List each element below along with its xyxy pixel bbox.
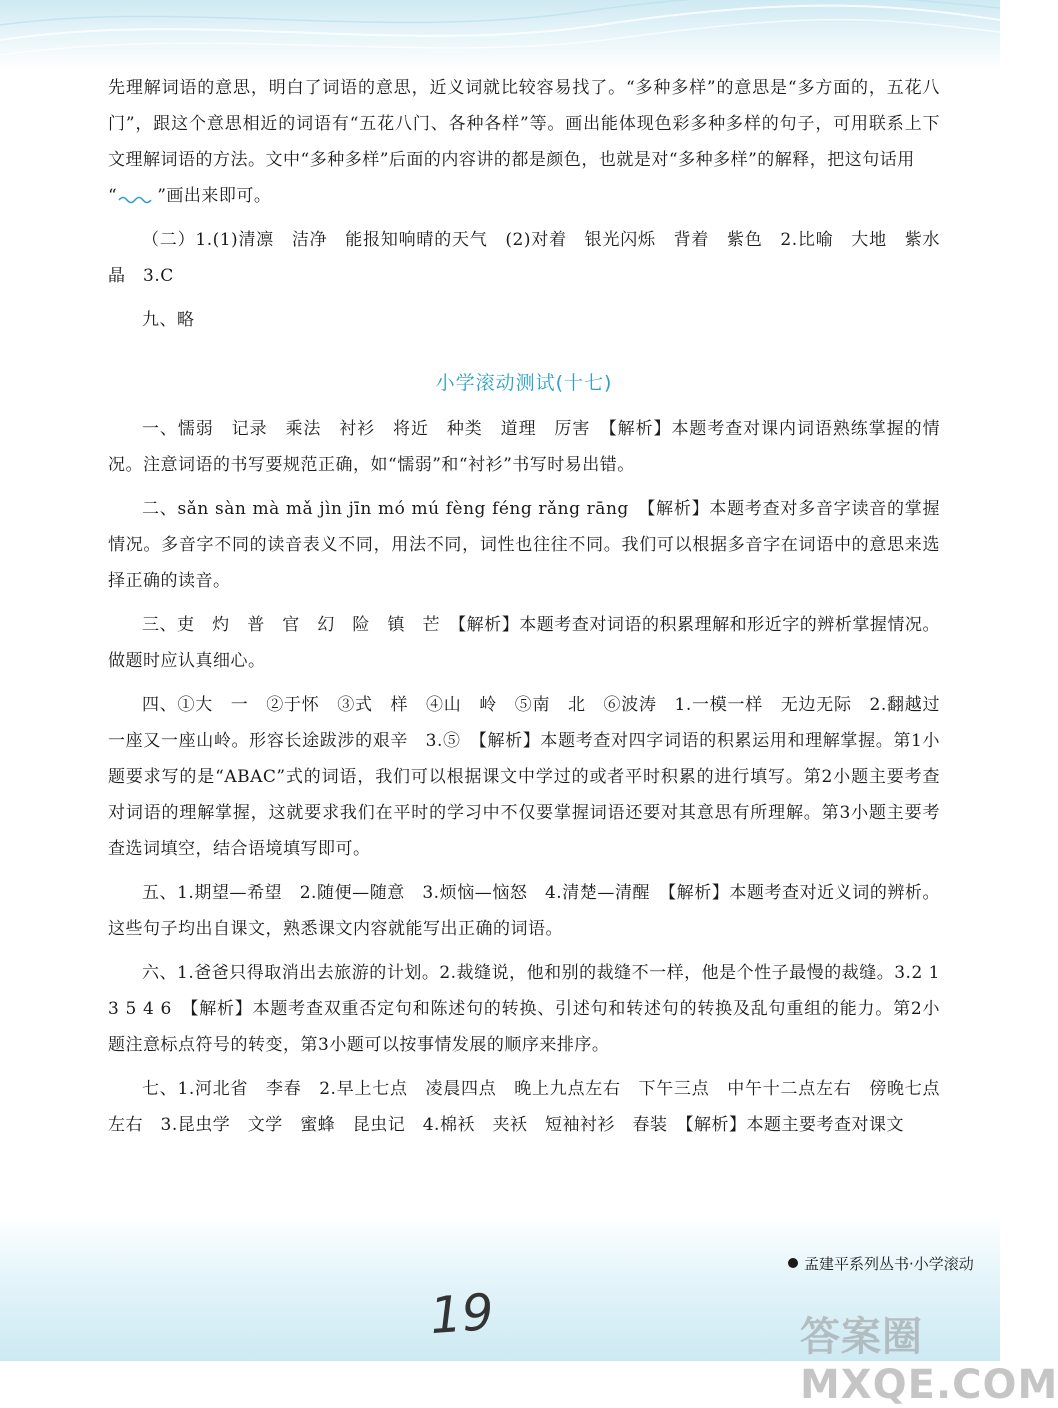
prev-paragraph-1-text: 先理解词语的意思，明白了词语的意思，近义词就比较容易找了。“多种多样”的意思是“多方面的，五花八门”，跟这个意思相近的词语有“五花八门、各种各样”等。画出能体现色彩多种多样的句子，可用联系上下文理解词语的方法。文中“多种多样”后面的内容讲的都是颜色，也就是对“多种多样”的解释，把这句话用 <box>108 78 940 170</box>
answer-5: 五、1.期望—希望 2.随便—随意 3.烦恼—恼怒 4.清楚—清醒 【解析】本题考查对近义词的辨析。这些句子均出自课文，熟悉课文内容就能写出正确的词语。 <box>108 883 940 939</box>
answer-6: 六、1.爸爸只得取消出去旅游的计划。2.裁缝说，他和别的裁缝不一样，他是个性子最慢的裁缝。3.2 1 3 5 4 6 【解析】本题考查双重否定句和陈述句的转换、引述句和转述句的转换及乱句重组的能力。第2小题注意标点符号的转变，第3小题可以按事情发展的顺序来排序。 <box>108 963 940 1055</box>
series-name: 孟建平系列丛书·小学滚动 <box>804 1254 974 1273</box>
answer-2: 二、sǎn sàn mà mǎ jìn jīn mó mú fèng féng rǎng rāng 【解析】本题考查对多音字读音的掌握情况。多音字不同的读音表义不同，用法不同，词性也往往不同。我们可以根据多音字在词语中的意思来选择正确的读音。 <box>108 499 940 591</box>
watermark: 答案圈 MXQE.COM <box>800 1314 1058 1408</box>
prev-paragraph-3: 九、略 <box>142 310 195 330</box>
prev-paragraph-2: （二）1.(1)清凛 洁净 能报知响晴的天气 (2)对着 银光闪烁 背着 紫色 2.比喻 大地 紫水晶 3.C <box>108 230 940 286</box>
answer-7: 七、1.河北省 李春 2.早上七点 凌晨四点 晚上九点左右 下午三点 中午十二点左右 傍晚七点左右 3.昆虫学 文学 蜜蜂 昆虫记 4.棉袄 夹袄 短袖衬衫 春装 【解析】本题主要考查对课文 <box>108 1079 940 1135</box>
quote-open: “ <box>108 186 118 206</box>
section-title: 小学滚动测试(十七) <box>435 372 613 394</box>
bullet-dot-icon <box>788 1258 798 1268</box>
answer-1: 一、懦弱 记录 乘法 衬衫 将近 种类 道理 厉害 【解析】本题考查对课内词语熟练掌握的情况。注意词语的书写要规范正确，如“懦弱”和“衬衫”书写时易出错。 <box>108 419 940 475</box>
answer-3: 三、吏 灼 普 官 幻 险 镇 芒 【解析】本题考查对词语的积累理解和形近字的辨析掌握情况。做题时应认真细心。 <box>108 615 940 671</box>
wavy-underline-icon <box>117 190 157 204</box>
series-footer <box>788 1250 974 1276</box>
page-content <box>108 70 940 1143</box>
prev-paragraph-1-tail: ”画出来即可。 <box>157 186 272 206</box>
page-number: 19 <box>428 1282 496 1346</box>
answer-4: 四、①大 一 ②于怀 ③式 样 ④山 岭 ⑤南 北 ⑥波涛 1.一模一样 无边无际 2.翻越过一座又一座山岭。形容长途跋涉的艰辛 3.⑤ 【解析】本题考查对四字词语的积累运用和理解掌握。第1小题要求写的是“ABAC”式的词语，我们可以根据课文中学过的或者平时积累的进行填写。第2小题主要考查对词语的理解掌握，这就要求我们在平时的学习中不仅要掌握词语还要对其意思有所理解。第3小题主要考查选词填空，结合语境填写即可。 <box>108 695 940 859</box>
top-decorative-band <box>0 0 1000 70</box>
prev-paragraph-1 <box>108 70 940 214</box>
wave-lines-decoration <box>0 0 1000 70</box>
